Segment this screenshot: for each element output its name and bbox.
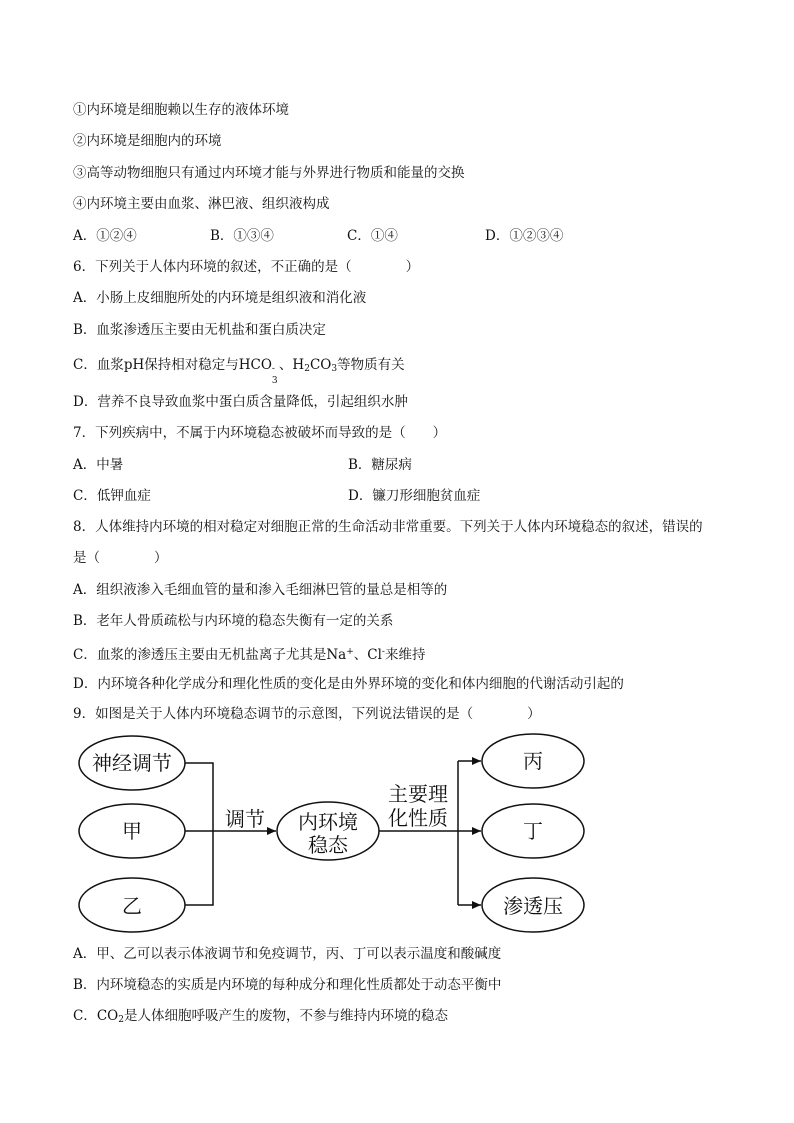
node-jia [79,804,185,858]
label-yi: 乙 [122,894,142,918]
q7-option-d: D．镰刀形细胞贫血症 [348,488,481,504]
q9-option-c-prefix: C．CO [73,1008,119,1024]
q7-option-b: B．糖尿病 [348,457,412,473]
q6-option-d: D．营养不良导致血浆中蛋白质含量降低，引起组织水肿 [73,394,408,410]
q6-option-a: A．小肠上皮细胞所处的内环境是组织液和消化液 [73,290,367,306]
q8-option-c-suffix: 来维持 [384,647,426,663]
label-bing: 丙 [523,749,543,773]
left-bracket [185,763,213,905]
q5-statement-2: ②内环境是细胞内的环境 [73,133,222,149]
q6-option-c-sub3: 3 [331,364,338,374]
q6-option-c-sub1: 3 [271,376,278,386]
q7-option-a: A．中暑 [73,457,124,473]
node-bing [482,734,584,788]
q6-option-c [73,356,405,386]
q9-option-c [73,1007,448,1029]
q6-stem: 6．下列关于人体内环境的叙述，不正确的是（ ） [73,259,420,275]
label-homeostasis-2: 稳态 [308,833,348,857]
q8-option-c-sup1: + [346,647,354,657]
q5-option-d: D．①②③④ [485,228,564,244]
label-ding: 丁 [523,819,543,843]
node-homeostasis [277,802,379,860]
q9-option-b: B．内环境稳态的实质是内环境的每种成分和理化性质都处于动态平衡中 [73,977,502,993]
q5-statement-1: ①内环境是细胞赖以生存的液体环境 [73,102,289,118]
q6-option-c-mid2: CO [309,357,332,373]
node-neural-regulation [79,736,185,790]
q8-option-a: A．组织液渗入毛细血管的量和渗入毛细淋巴管的量总是相等的 [73,582,448,598]
q9-option-c-sub: 2 [118,1015,124,1025]
label-properties-1: 主要理 [388,782,448,806]
q5-statement-4: ④内环境主要由血浆、淋巴液、组织液构成 [73,196,330,212]
q7-option-c: C．低钾血症 [73,488,151,504]
q9-option-a: A．甲、乙可以表示体液调节和免疫调节，丙、丁可以表示温度和酸碱度 [73,946,502,962]
q8-option-b: B．老年人骨质疏松与内环境的稳态失衡有一定的关系 [73,613,394,629]
node-osmotic-pressure [482,878,584,932]
q8-stem-line-2: 是（ ） [73,550,168,566]
label-properties-2: 化性质 [388,806,448,830]
q6-option-c-sub2: 2 [304,364,310,374]
q8-option-c-sup2: - [381,647,385,657]
q9-stem: 9．如图是关于人体内环境稳态调节的示意图，下列说法错误的是（ ） [73,706,541,722]
q8-option-c-prefix: C．血浆的渗透压主要由无机盐离子尤其是Na [73,647,347,663]
q8-option-c-mid: 、Cl [353,647,382,663]
node-yi [79,878,185,932]
q8-option-d: D．内环境各种化学成分和理化性质的变化是由外界环境的变化和体内细胞的代谢活动引起的 [73,676,624,692]
q6-option-c-mid: 、H [278,357,305,373]
q7-stem: 7．下列疾病中，不属于内环境稳态被破坏而导致的是（ ） [73,425,447,441]
q8-stem-line-1: 8．人体维持内环境的相对稳定对细胞正常的生命活动非常重要。下列关于人体内环境稳态的叙述，错误的 [73,519,703,535]
label-homeostasis-1: 内环境 [298,810,358,834]
q5-statement-3: ③高等动物细胞只有通过内环境才能与外界进行物质和能量的交换 [73,165,465,181]
q6-option-c-sup1: - [271,364,275,374]
q6-option-c-prefix: C．血浆pH保持相对稳定与HCO [73,357,272,373]
label-regulation: 调节 [225,807,265,831]
q5-option-b: B．①③④ [210,228,274,244]
q6-option-c-suffix: 等物质有关 [337,357,405,373]
q6-option-b: B．血浆渗透压主要由无机盐和蛋白质决定 [73,322,326,338]
q9-option-c-suffix: 是人体细胞呼吸产生的废物，不参与维持内环境的稳态 [123,1008,448,1024]
label-neural-regulation: 神经调节 [92,751,172,775]
label-osmotic-pressure: 渗透压 [503,894,563,918]
q5-option-a: A．①②④ [73,228,137,244]
label-jia: 甲 [122,819,142,843]
node-ding [482,804,584,858]
q5-option-c: C．①④ [347,228,398,244]
q8-option-c [73,643,425,664]
